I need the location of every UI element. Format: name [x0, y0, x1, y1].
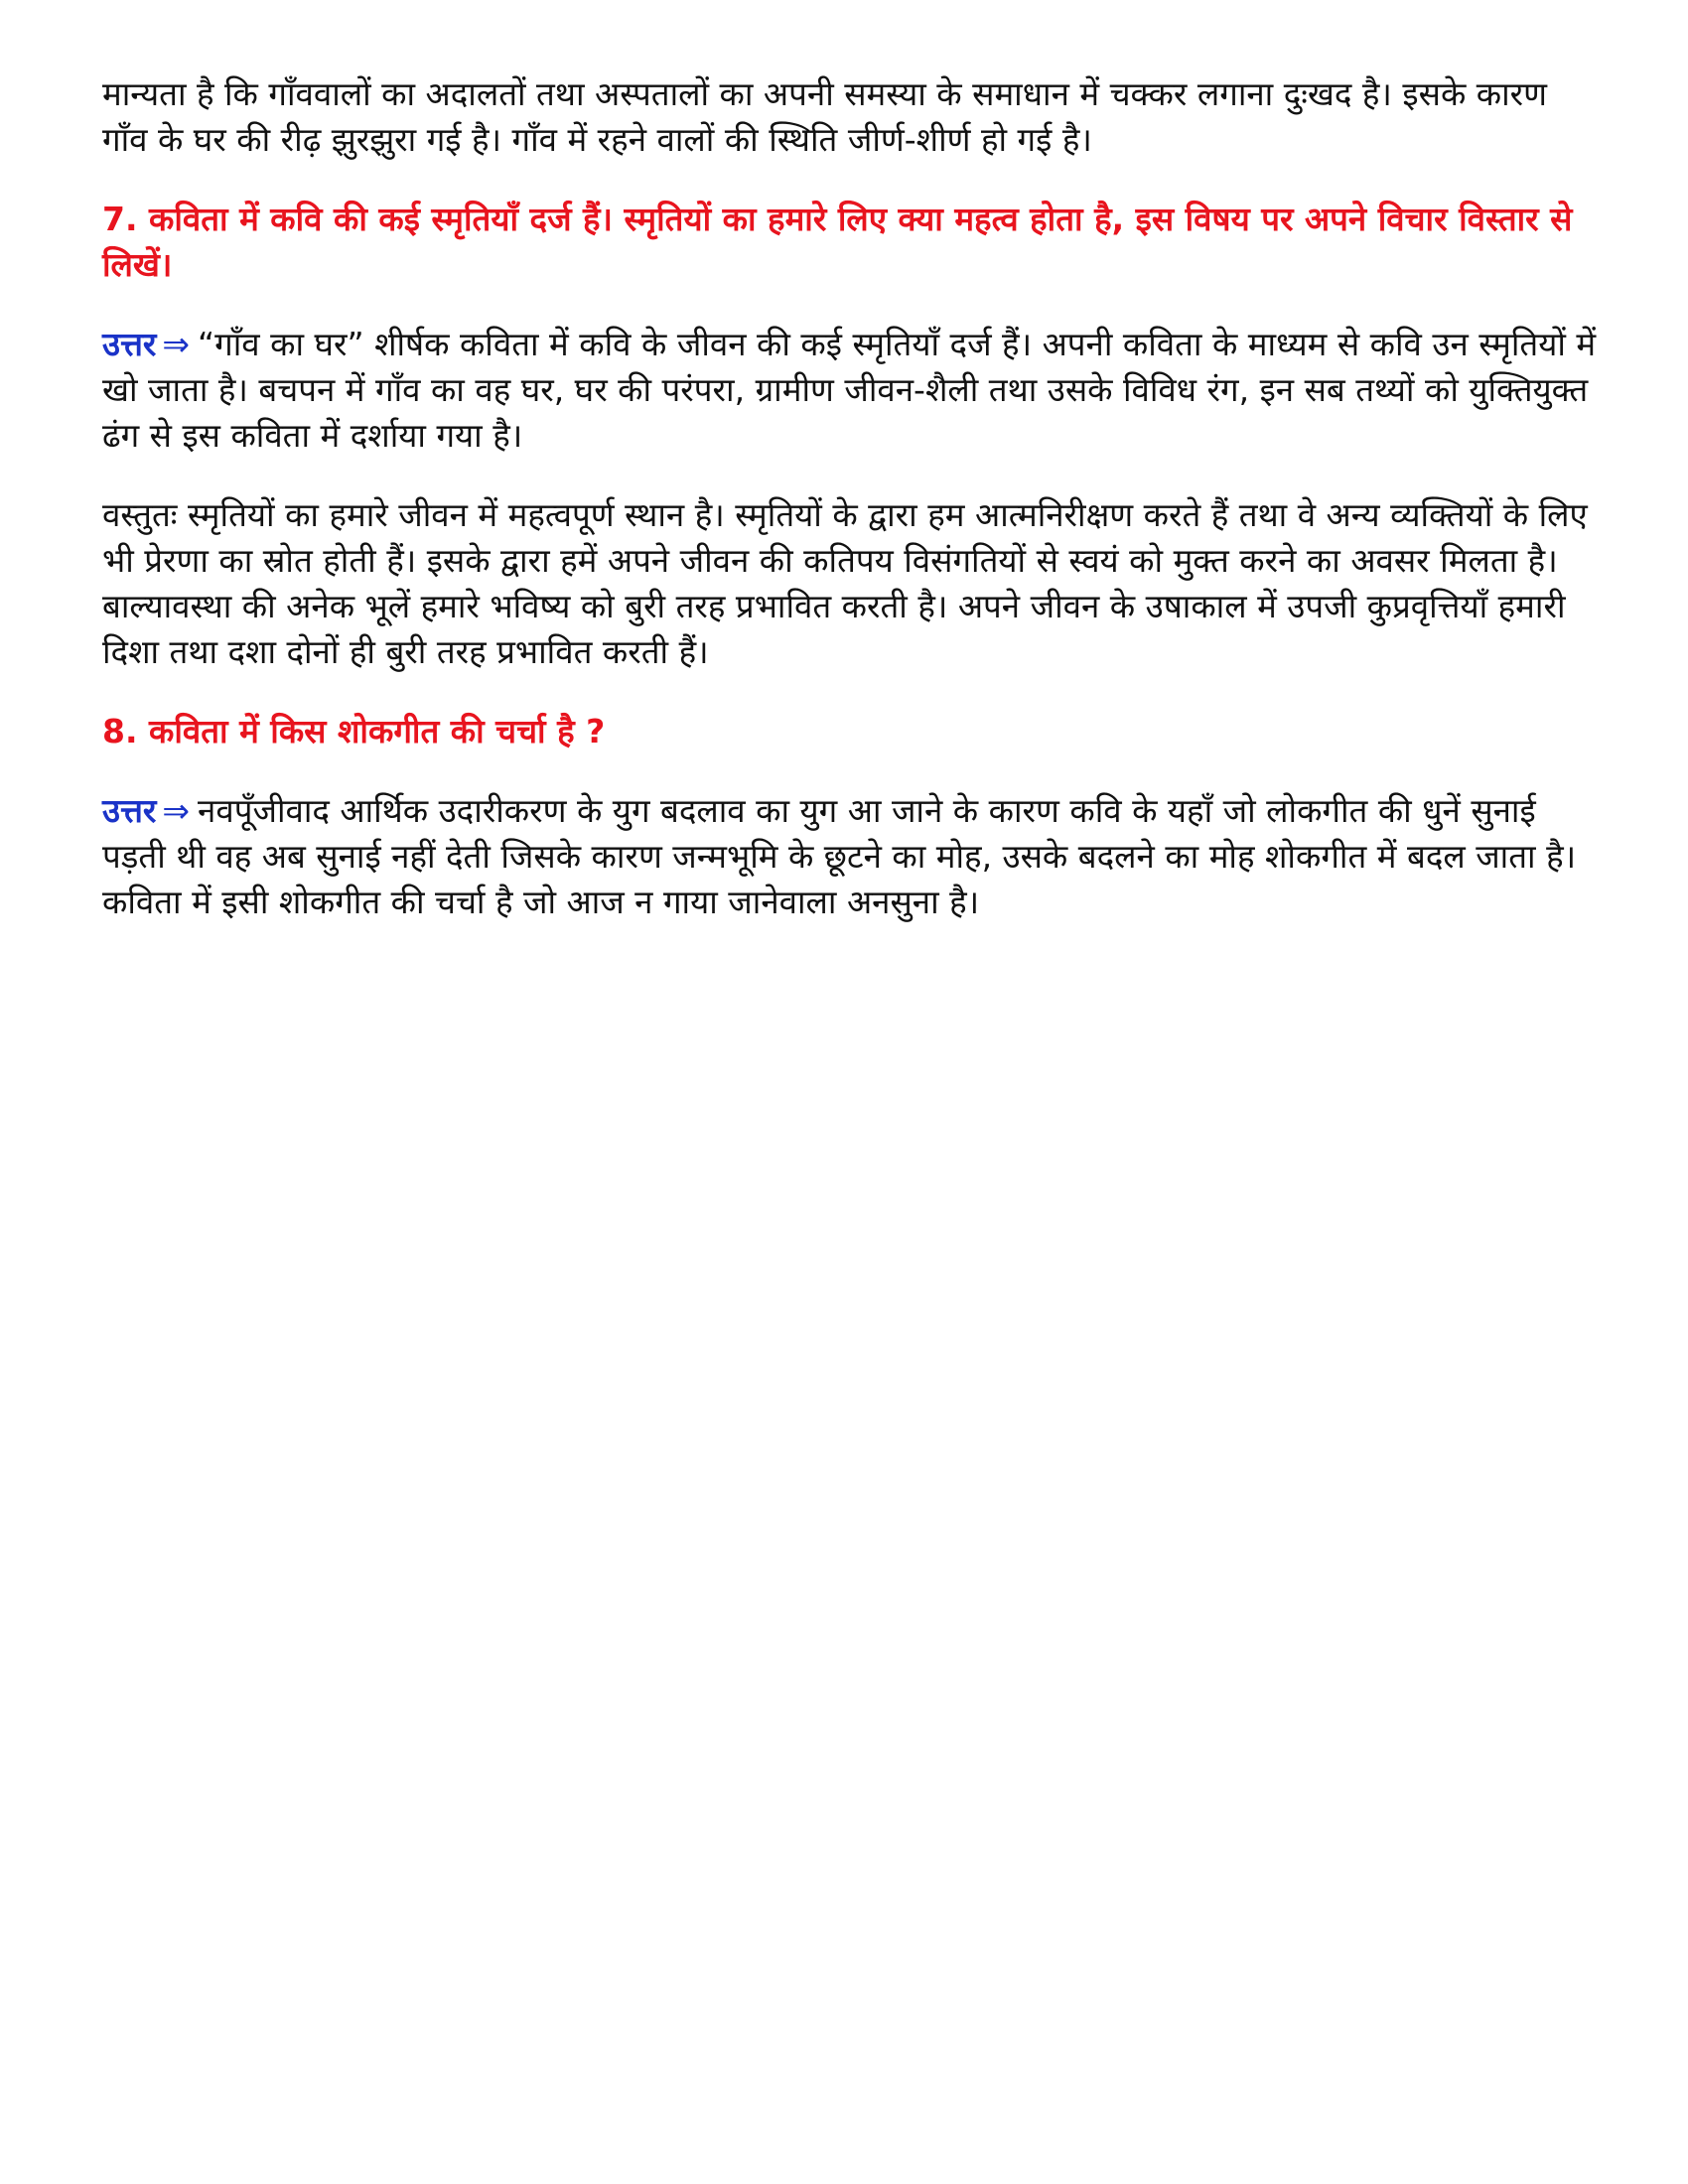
- answer-label: उत्तर: [102, 791, 157, 830]
- intro-paragraph: मान्यता है कि गाँववालों का अदालतों तथा अस्पतालों का अपनी समस्या के समाधान में चक्कर लगाना दुःखद है। इसके कारण गाँव के घर की रीढ़ झुरझुरा गई है। गाँव में रहने वालों की स्थिति जीर्ण-शीर्ण हो गई है।: [102, 74, 1548, 159]
- page-content: [102, 71, 1602, 959]
- answer-7-text: “गाँव का घर” शीर्षक कविता में कवि के जीवन की कई स्मृतियाँ दर्ज हैं। अपनी कविता के माध्यम से कवि उन स्मृतियों में खो जाता है। बचपन में गाँव का वह घर, घर की परंपरा, ग्रामीण जीवन-शैली तथा उसके विविध रंग, इन सब तथ्यों को युक्तियुक्त ढंग से इस कविता में दर्शाया गया है।: [102, 325, 1597, 455]
- answer-7-paragraph-1: [102, 322, 1602, 459]
- answer-8-paragraph: [102, 788, 1602, 925]
- arrow-icon: ⇒: [162, 791, 191, 830]
- answer-8-text: नवपूँजीवाद आर्थिक उदारीकरण के युग बदलाव का युग आ जाने के कारण कवि के यहाँ जो लोकगीत की धुनें सुनाई पड़ती थी वह अब सुनाई नहीं देती जिसके कारण जन्मभूमि के छूटने का मोह, उसके बदलने का मोह शोकगीत में बदल जाता है। कविता में इसी शोकगीत की चर्चा है जो आज न गाया जानेवाला अनसुना है।: [102, 791, 1577, 921]
- question-8: 8. कविता में किस शोकगीत की चर्चा है ?: [102, 712, 606, 751]
- question-7: 7. कविता में कवि की कई स्मृतियाँ दर्ज हैं। स्मृतियों का हमारे लिए क्या महत्व होता है, इस विषय पर अपने विचार विस्तार से लिखें।: [102, 200, 1573, 284]
- arrow-icon: ⇒: [162, 325, 191, 363]
- answer-7-paragraph-2: वस्तुतः स्मृतियों का हमारे जीवन में महत्वपूर्ण स्थान है। स्मृतियों के द्वारा हम आत्मनिरीक्षण करते हैं तथा वे अन्य व्यक्तियों के लिए भी प्रेरणा का स्रोत होती हैं। इसके द्वारा हमें अपने जीवन की कतिपय विसंगतियों से स्वयं को मुक्त करने का अवसर मिलता है। बाल्यावस्था की अनेक भूलें हमारे भविष्य को बुरी तरह प्रभावित करती है। अपने जीवन के उषाकाल में उपजी कुप्रवृत्तियाँ हमारी दिशा तथा दशा दोनों ही बुरी तरह प्रभावित करती हैं।: [102, 495, 1588, 671]
- answer-label: उत्तर: [102, 325, 157, 363]
